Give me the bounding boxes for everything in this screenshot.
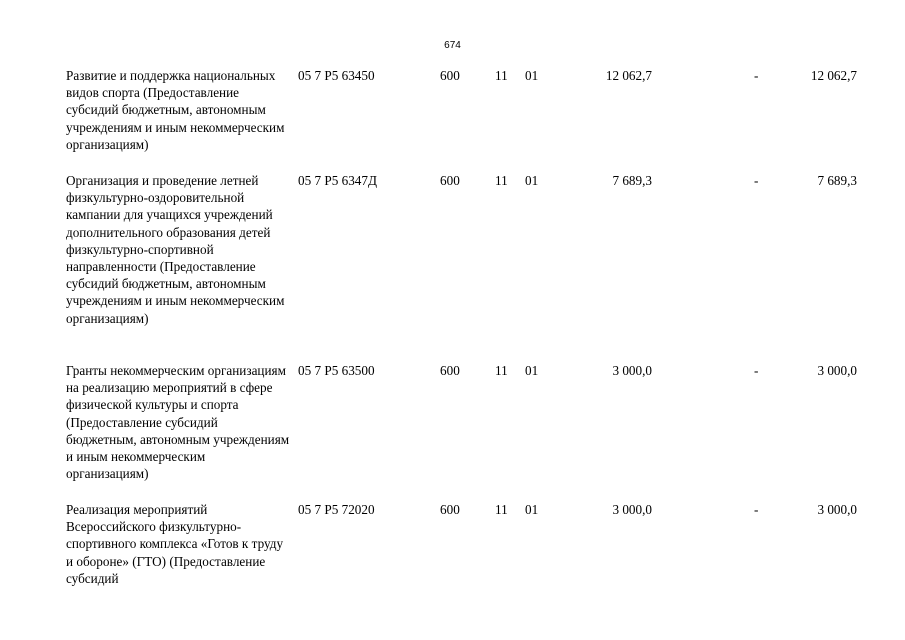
row-amount: 3 000,0 [612, 363, 652, 378]
row-code: 05 7 Р5 63500 [298, 363, 375, 378]
row-subsection: 01 [525, 173, 539, 188]
row-code: 05 7 Р5 72020 [298, 502, 375, 517]
row-amount: 7 689,3 [612, 173, 652, 188]
row-vr: 600 [440, 363, 460, 378]
row-subsection: 01 [525, 68, 539, 83]
row-total: 3 000,0 [817, 363, 857, 378]
row-vr: 600 [440, 173, 460, 188]
row-code: 05 7 Р5 63450 [298, 68, 375, 83]
row-change: - [754, 173, 759, 188]
row-subsection: 01 [525, 502, 539, 517]
row-vr: 600 [440, 68, 460, 83]
row-subsection: 01 [525, 363, 539, 378]
row-name: Развитие и поддержка национальных видов спорта (Предоставление субсидий бюджетным, автономным учреждениям и иным некоммерческим организациям) [66, 68, 285, 152]
row-total: 3 000,0 [817, 502, 857, 517]
row-name: Организация и проведение летней физкультурно-оздоровительной кампании для учащихся учреждений дополнительного образования детей физкультурно-спортивной направленности (Предоставление субсидий бюджетным, автономным учреждениям и иным некоммерческим организациям) [66, 173, 285, 326]
row-section: 11 [495, 363, 508, 378]
row-code: 05 7 Р5 6347Д [298, 173, 377, 188]
page-number: 674 [444, 40, 461, 51]
row-section: 11 [495, 68, 508, 83]
row-vr: 600 [440, 502, 460, 517]
row-name: Реализация мероприятий Всероссийского физкультурно-спортивного комплекса «Готов к труду и обороне» (ГТО) (Предоставление субсидий [66, 502, 284, 586]
row-amount: 12 062,7 [605, 68, 652, 83]
row-amount: 3 000,0 [612, 502, 652, 517]
row-section: 11 [495, 502, 508, 517]
row-change: - [754, 363, 759, 378]
row-section: 11 [495, 173, 508, 188]
row-name: Гранты некоммерческим организациям на реализацию мероприятий в сфере физической культуры и спорта (Предоставление субсидий бюджетным, автономным учреждениям и иным некоммерческим организациям) [66, 363, 290, 482]
row-change: - [754, 502, 759, 517]
row-total: 7 689,3 [817, 173, 857, 188]
row-change: - [754, 68, 759, 83]
row-total: 12 062,7 [810, 68, 857, 83]
